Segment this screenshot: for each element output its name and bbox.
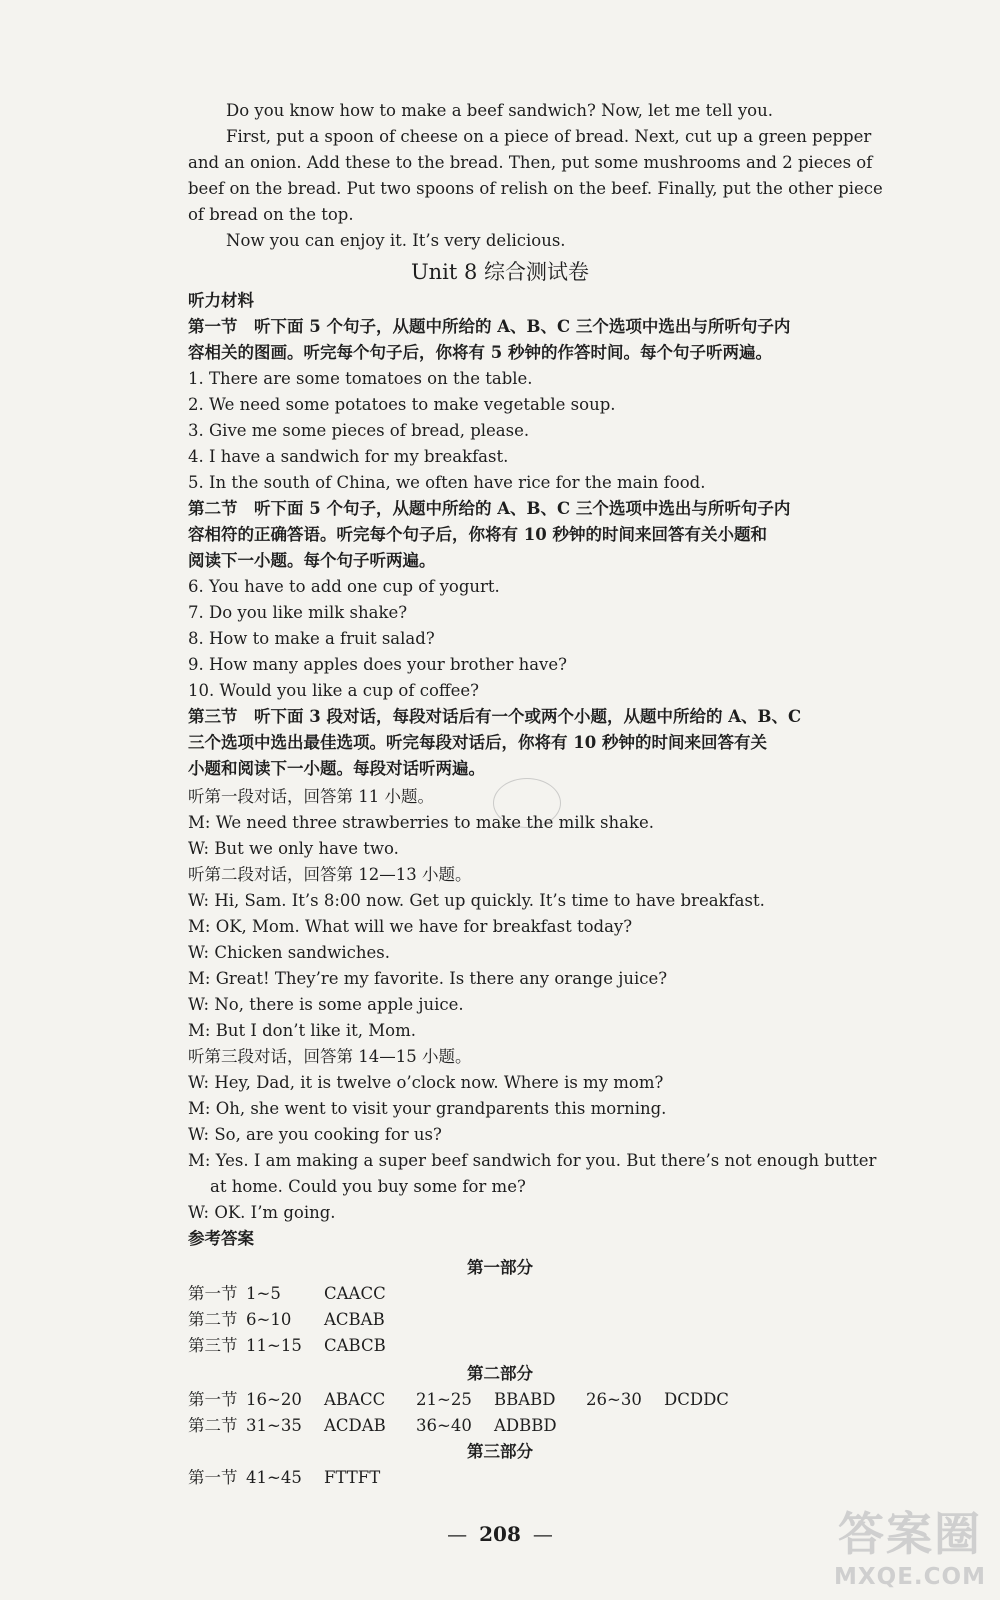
- section3-heading: 小题和阅读下一小题。每段对话听两遍。: [188, 759, 485, 778]
- intro-line: Now you can enjoy it. It’s very delicious.: [226, 231, 566, 250]
- answer-key: BBABD: [494, 1390, 556, 1409]
- answer-row: [188, 1280, 416, 1304]
- answer-range: 16~20: [246, 1390, 302, 1409]
- page-number-value: 208: [479, 1522, 521, 1546]
- answer-section: 第一节: [188, 1284, 238, 1303]
- answer-row: [188, 1386, 756, 1410]
- part1-title: 第一部分: [467, 1258, 533, 1277]
- answer-row: [188, 1464, 416, 1488]
- answer-section: 第一节: [188, 1468, 238, 1487]
- dialog-line: M: OK, Mom. What will we have for breakfast today?: [188, 917, 633, 936]
- answer-key: ABACC: [324, 1390, 386, 1409]
- dialog-line: M: Great! They’re my favorite. Is there any orange juice?: [188, 969, 668, 988]
- dialog-line: W: Chicken sandwiches.: [188, 943, 390, 962]
- answer-range: 1~5: [246, 1284, 281, 1303]
- section3-heading: 三个选项中选出最佳选项。听完每段对话后，你将有 10 秒钟的时间来回答有关: [188, 733, 767, 752]
- dialog-intro: 听第三段对话，回答第 14—15 小题。: [188, 1047, 472, 1066]
- dialog-line: M: But I don’t like it, Mom.: [188, 1021, 417, 1040]
- watermark-logo: [834, 1498, 986, 1590]
- answer-key: ACDAB: [324, 1416, 386, 1435]
- list-item: 8. How to make a fruit salad?: [188, 629, 435, 648]
- answer-key: ACBAB: [324, 1310, 385, 1329]
- answer-range: 31~35: [246, 1416, 302, 1435]
- dialog-line: at home. Could you buy some for me?: [210, 1177, 526, 1196]
- answer-section: 第二节: [188, 1310, 238, 1329]
- answer-range: 41~45: [246, 1468, 302, 1487]
- section2-heading: 阅读下一小题。每个句子听两遍。: [188, 551, 436, 570]
- answer-key: CABCB: [324, 1336, 386, 1355]
- section2-heading: 容相符的正确答语。听完每个句子后，你将有 10 秒钟的时间来回答有关小题和: [188, 525, 767, 544]
- dialog-line: M: Oh, she went to visit your grandparents this morning.: [188, 1099, 667, 1118]
- section3-heading: 第三节 听下面 3 段对话，每段对话后有一个或两个小题，从题中所给的 A、B、C: [188, 707, 802, 726]
- answer-key: CAACC: [324, 1284, 386, 1303]
- listening-heading: 听力材料: [188, 291, 254, 310]
- section1-heading: 第一节 听下面 5 个句子，从题中所给的 A、B、C 三个选项中选出与所听句子内: [188, 317, 791, 336]
- part2-title: 第二部分: [467, 1364, 533, 1383]
- answer-row: [188, 1332, 416, 1356]
- answer-key: DCDDC: [664, 1390, 729, 1409]
- watermark-logo-text: 答案圈: [838, 1507, 983, 1561]
- list-item: 1. There are some tomatoes on the table.: [188, 369, 533, 388]
- intro-line: and an onion. Add these to the bread. Then, put some mushrooms and 2 pieces of: [188, 153, 873, 172]
- list-item: 7. Do you like milk shake?: [188, 603, 408, 622]
- list-item: 9. How many apples does your brother have?: [188, 655, 567, 674]
- dialog-line: W: OK. I’m going.: [188, 1203, 336, 1222]
- section2-heading: 第二节 听下面 5 个句子，从题中所给的 A、B、C 三个选项中选出与所听句子内: [188, 499, 791, 518]
- answer-range: 6~10: [246, 1310, 292, 1329]
- list-item: 2. We need some potatoes to make vegetable soup.: [188, 395, 616, 414]
- dialog-line: M: We need three strawberries to make the milk shake.: [188, 813, 654, 832]
- list-item: 3. Give me some pieces of bread, please.: [188, 421, 530, 440]
- answer-section: 第二节: [188, 1416, 238, 1435]
- answer-range: 21~25: [416, 1390, 472, 1409]
- section1-heading: 容相关的图画。听完每个句子后，你将有 5 秒钟的作答时间。每个句子听两遍。: [188, 343, 772, 362]
- unit-title: Unit 8 综合测试卷: [410, 260, 590, 284]
- dialog-line: W: Hey, Dad, it is twelve o’clock now. Where is my mom?: [188, 1073, 664, 1092]
- list-item: 5. In the south of China, we often have rice for the main food.: [188, 473, 706, 492]
- dialog-line: W: Hi, Sam. It’s 8:00 now. Get up quickly. It’s time to have breakfast.: [188, 891, 765, 910]
- watermark-url: MXQE.COM: [834, 1564, 986, 1590]
- page-dash: —: [532, 1522, 553, 1546]
- intro-line: Do you know how to make a beef sandwich? Now, let me tell you.: [226, 101, 773, 120]
- list-item: 6. You have to add one cup of yogurt.: [188, 577, 500, 596]
- answer-section: 第三节: [188, 1336, 238, 1355]
- dialog-intro: 听第一段对话，回答第 11 小题。: [188, 787, 434, 806]
- dialog-line: W: No, there is some apple juice.: [188, 995, 464, 1014]
- answer-range: 26~30: [586, 1390, 642, 1409]
- answer-range: 36~40: [416, 1416, 472, 1435]
- answer-key: ADBBD: [494, 1416, 557, 1435]
- part3-title: 第三部分: [467, 1442, 533, 1461]
- answers-heading: 参考答案: [188, 1229, 254, 1248]
- dialog-line: W: But we only have two.: [188, 839, 399, 858]
- intro-line: beef on the bread. Put two spoons of relish on the beef. Finally, put the other piece: [188, 179, 883, 198]
- answer-range: 11~15: [246, 1336, 302, 1355]
- intro-line: of bread on the top.: [188, 205, 354, 224]
- intro-line: First, put a spoon of cheese on a piece of bread. Next, cut up a green pepper: [226, 127, 872, 146]
- answer-row: [188, 1412, 586, 1436]
- dialog-line: W: So, are you cooking for us?: [188, 1125, 442, 1144]
- dialog-line: M: Yes. I am making a super beef sandwich for you. But there’s not enough butter: [188, 1151, 877, 1170]
- list-item: 10. Would you like a cup of coffee?: [188, 681, 479, 700]
- answer-row: [188, 1306, 416, 1330]
- list-item: 4. I have a sandwich for my breakfast.: [188, 447, 509, 466]
- answer-key: FTTFT: [324, 1468, 381, 1487]
- page-dash: —: [447, 1522, 468, 1546]
- dialog-intro: 听第二段对话，回答第 12—13 小题。: [188, 865, 472, 884]
- answer-section: 第一节: [188, 1390, 238, 1409]
